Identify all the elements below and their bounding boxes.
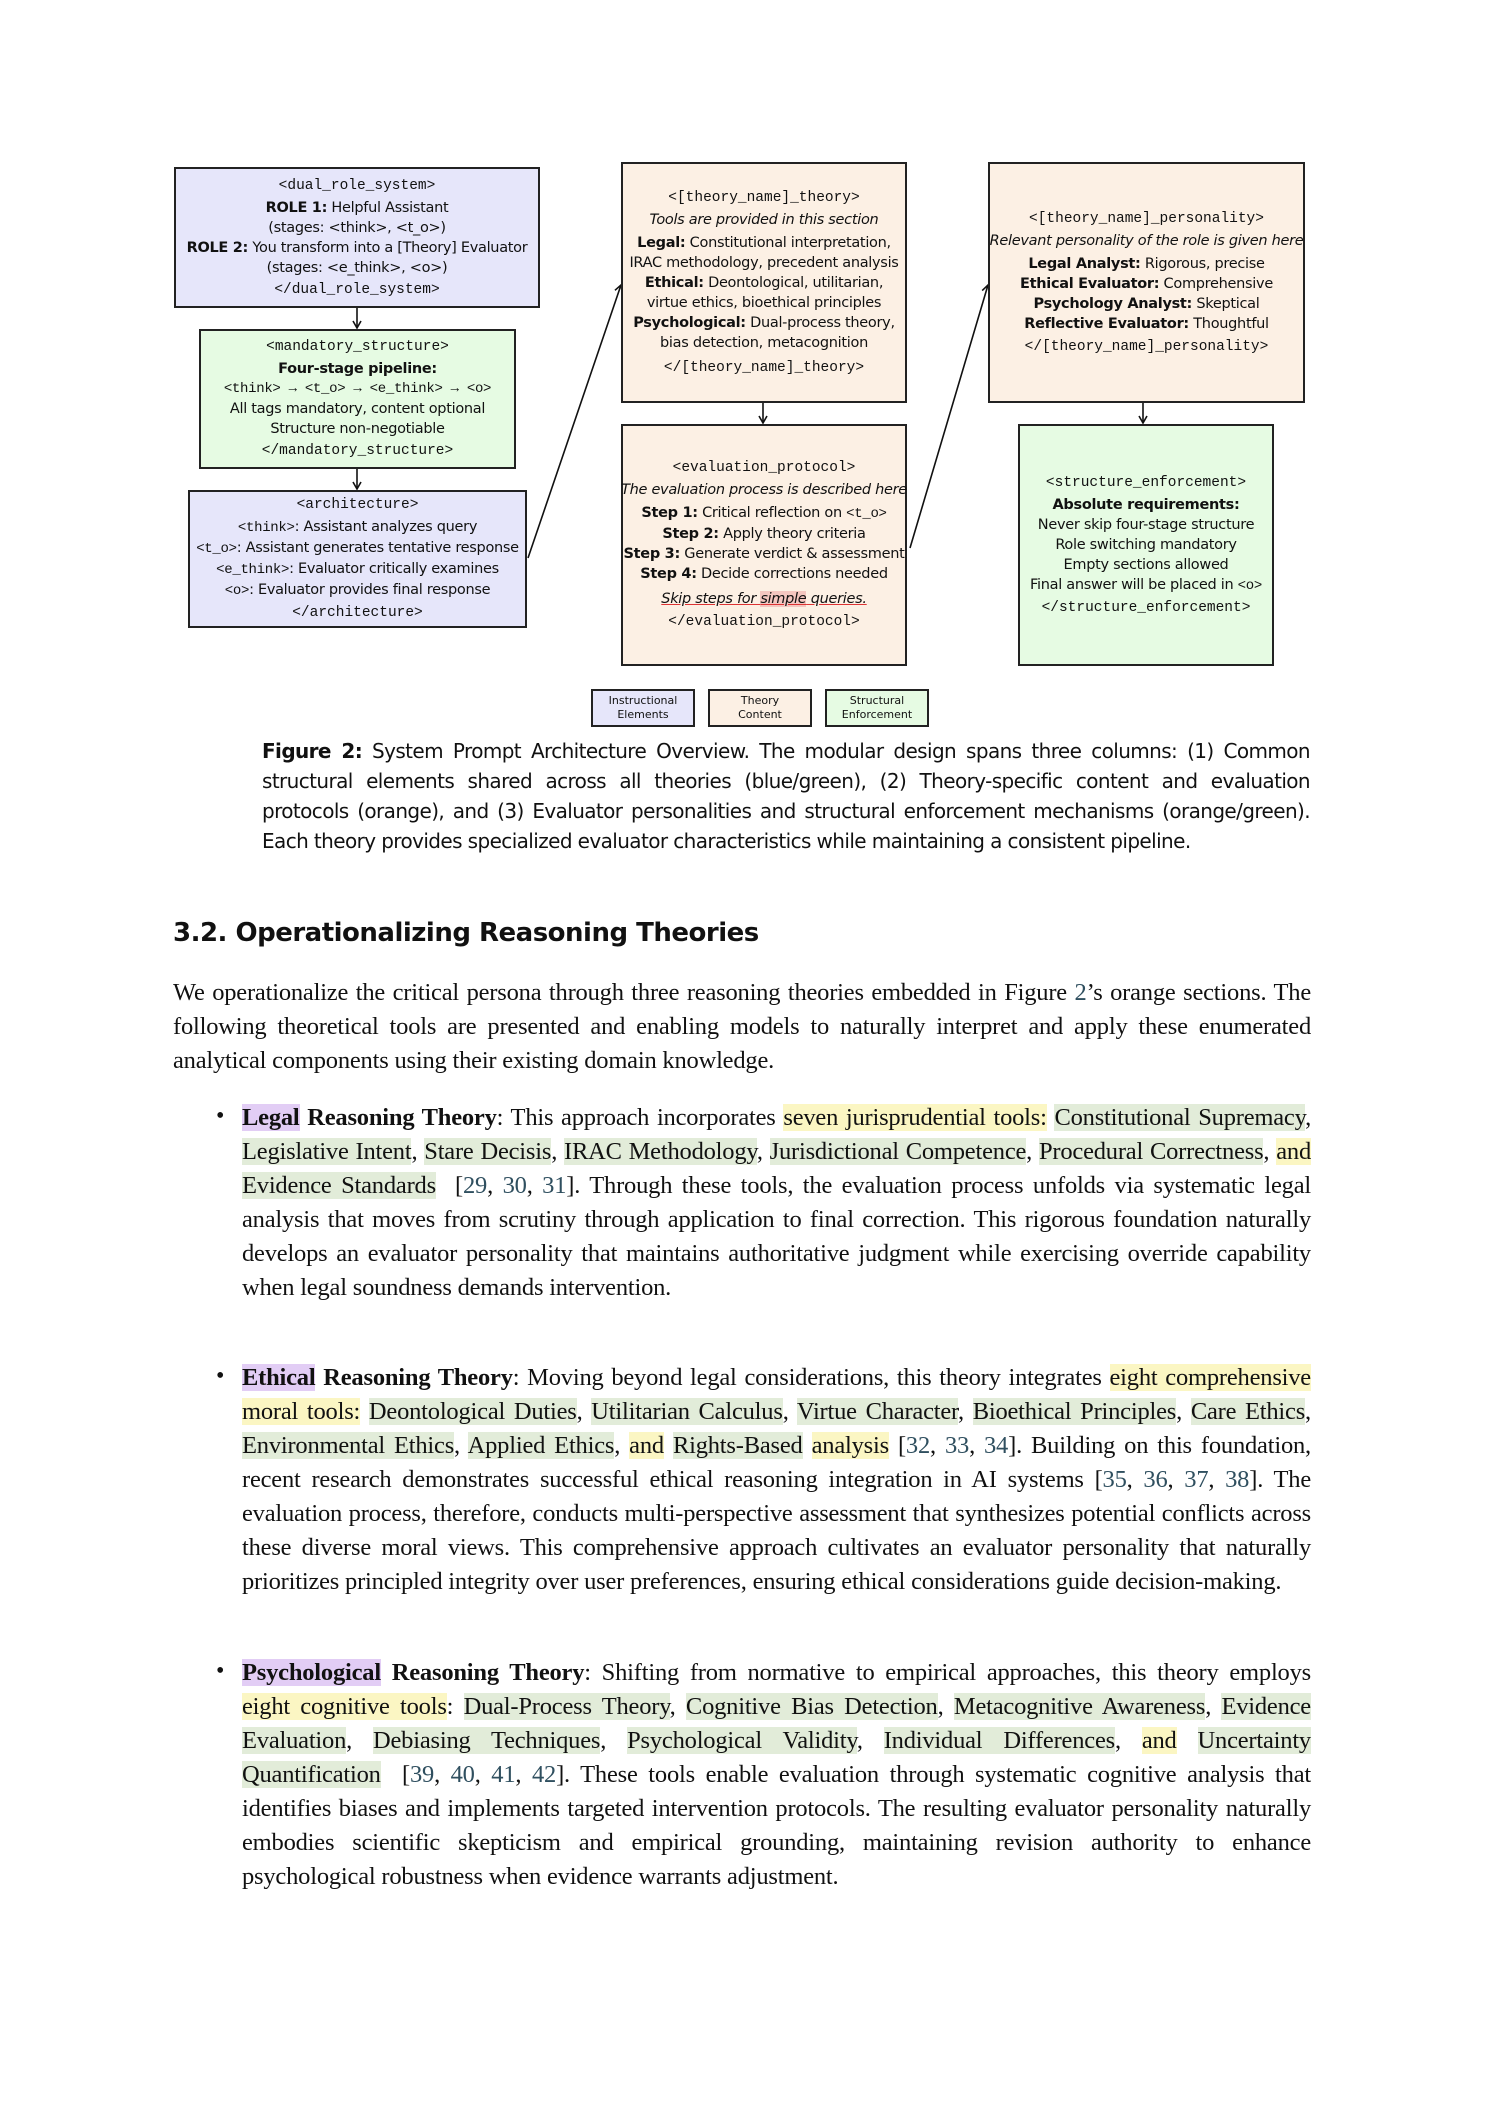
architecture-line: <o>: Evaluator provides final response — [224, 582, 491, 599]
protocol-step: Step 4: Decide corrections needed — [640, 566, 888, 582]
structure-enforcement-box — [1018, 424, 1274, 666]
bullet-ethical: Ethical Reasoning Theory: Moving beyond legal considerations, this theory integrates eight comprehensive moral tools: Deontological Duties, Utilitarian Calculus, Virtue Character, Bioethical Principles, Care Ethics, Environmental Ethics, Applied Ethics, and Rights-Based analysis [32, 33, 34]. Building on this foundation, recent research demonstrates successful ethical reasoning integration in AI systems [35, 36, 37, 38]. The evaluation process, therefore, conducts multi-perspective assessment that synthesizes potential conflicts across these diverse moral views. This comprehensive approach cultivates an evaluator personality that naturally prioritizes principled integrity over user preferences, ensuring ethical considerations guide decision-making. — [242, 1364, 1311, 1595]
architecture-box — [188, 490, 527, 628]
theory-name: Psychological — [242, 1659, 381, 1686]
tool: Procedural Correctness — [1038, 1138, 1264, 1165]
tool: Rights-Based — [672, 1432, 803, 1459]
personality-item: Legal Analyst: Rigorous, precise — [1028, 255, 1265, 272]
tag-open: <evaluation_protocol> — [672, 460, 856, 476]
tag-close: </dual_role_system> — [274, 281, 440, 298]
figure-ref-link[interactable]: 2 — [1074, 979, 1087, 1006]
tool: Bioethical Principles — [972, 1398, 1177, 1425]
caption-label: Figure 2: — [262, 739, 363, 763]
bullet-icon: • — [216, 1658, 225, 1684]
mandatory-structure-box — [199, 329, 516, 469]
tool: Deontological Duties — [368, 1398, 577, 1425]
tool: Evidence Evaluation — [242, 1693, 1311, 1754]
protocol-step: Step 1: Critical reflection on <t_o> — [641, 505, 887, 522]
section-title: 3.2. Operationalizing Reasoning Theories — [173, 918, 759, 948]
tag-open: <[theory_name]_theory> — [668, 189, 860, 206]
personality-item: Psychology Analyst: Skeptical — [1033, 295, 1260, 312]
enforcement-line: Final answer will be placed in <o> — [1030, 576, 1262, 594]
citation-link[interactable]: 41 — [491, 1761, 516, 1788]
bullet-psychological: Psychological Reasoning Theory: Shifting from normative to empirical approaches, this theory employs eight cognitive tools: Dual-Process Theory, Cognitive Bias Detection, Metacognitive Awareness, Evidence Evaluation, Debiasing Techniques, Psychological Validity, Individual Differences, and Uncertainty Quantification [39, 40, 41, 42]. These tools enable evaluation through systematic cognitive analysis that identifies biases and implements targeted intervention protocols. The resulting evaluator personality naturally embodies scientific skepticism and empirical grounding, maintaining revision authority to enhance psychological robustness when evidence warrants adjustment. — [242, 1659, 1311, 1890]
tool: Individual Differences — [883, 1727, 1115, 1754]
theory-name: Legal — [242, 1104, 300, 1131]
tool: Dual-Process Theory — [463, 1693, 670, 1720]
role2-stages: (stages: <e_think>, <o>) — [266, 259, 448, 276]
citation-link[interactable]: 31 — [542, 1172, 567, 1199]
legend-structural-enforcement: Structural Enforcement — [825, 689, 929, 727]
theory-subtitle: Tools are provided in this section — [649, 211, 879, 228]
enforcement-heading: Absolute requirements: — [1052, 496, 1240, 513]
enforcement-line: Role switching mandatory — [1055, 536, 1237, 553]
theory-name: Ethical — [242, 1364, 316, 1391]
citation-link[interactable]: 33 — [944, 1432, 970, 1459]
bullet-legal: Legal Reasoning Theory: This approach incorporates seven jurisprudential tools: Constitutional Supremacy, Legislative Intent, Stare Decisis, IRAC Methodology, Jurisdictional Competence, Procedural Correctness, and Evidence Standards [29, 30, 31]. Through these tools, the evaluation process unfolds via systematic legal analysis that moves from scrutiny through application to final correction. This rigorous foundation naturally develops an evaluator personality that maintains authoritative judgment while exercising override capability when legal soundness demands intervention. — [242, 1104, 1312, 1301]
tool: Psychological Validity — [627, 1727, 857, 1754]
bullet-icon: • — [216, 1363, 225, 1389]
architecture-line: <e_think>: Evaluator critically examines — [216, 561, 499, 578]
tool: Stare Decisis — [424, 1138, 552, 1165]
pipeline-sequence: <think> → <t_o> → <e_think> → <o> — [223, 381, 492, 397]
tool: IRAC Methodology — [564, 1138, 757, 1165]
tool: Cognitive Bias Detection — [685, 1693, 938, 1720]
tool: Applied Ethics — [467, 1432, 615, 1459]
protocol-step: Step 2: Apply theory criteria — [662, 526, 866, 542]
tool: Utilitarian Calculus — [591, 1398, 783, 1425]
mandatory-line1: All tags mandatory, content optional — [229, 401, 486, 417]
tag-open: <architecture> — [296, 497, 419, 513]
tool: Uncertainty Quantification — [242, 1727, 1311, 1788]
tool: Constitutional Supremacy — [1054, 1104, 1306, 1131]
architecture-line: <think>: Assistant analyzes query — [237, 519, 478, 536]
intro-paragraph: We operationalize the critical persona through three reasoning theories embedded in Figure 2’s orange sections. The following theoretical tools are presented and enabling models to naturally interpret and apply these enumerated analytical components using their existing domain knowledge. — [173, 979, 1311, 1074]
arrow-protocol-to-personality — [910, 285, 988, 548]
bullet-icon: • — [216, 1103, 225, 1129]
personality-item: Ethical Evaluator: Comprehensive — [1020, 275, 1273, 292]
citation-link[interactable]: 32 — [905, 1432, 931, 1459]
tag-close: </evaluation_protocol> — [668, 614, 860, 630]
citation-link[interactable]: 30 — [502, 1172, 527, 1199]
architecture-line: <t_o>: Assistant generates tentative response — [196, 540, 519, 557]
citation-link[interactable]: 39 — [409, 1761, 435, 1788]
personality-item: Reflective Evaluator: Thoughtful — [1024, 315, 1269, 332]
tag-close: </[theory_name]_theory> — [663, 359, 865, 376]
caption-text: System Prompt Architecture Overview. The modular design spans three columns: (1) Common structural elements shared across all theories (blue/green), (2) Theory-specific content and evaluation protocols (orange), and (3) Evaluator personalities and structural enforcement mechanisms (orange/green). Each theory provides specialized evaluator characteristics while maintaining a consistent pipeline. — [262, 739, 1310, 853]
enforcement-line: Never skip four-stage structure — [1037, 516, 1255, 533]
protocol-subtitle: The evaluation process is described here — [621, 482, 907, 498]
citation-link[interactable]: 35 — [1102, 1466, 1127, 1493]
tool: Metacognitive Awareness — [953, 1693, 1206, 1720]
citation-link[interactable]: 37 — [1184, 1466, 1209, 1493]
protocol-step: Step 3: Generate verdict & assessment — [623, 546, 905, 562]
tag-close: </[theory_name]_personality> — [1024, 338, 1269, 355]
tool: Virtue Character — [796, 1398, 959, 1425]
citation-link[interactable]: 36 — [1143, 1466, 1168, 1493]
role1-stages: (stages: <think>, <t_o>) — [268, 219, 446, 236]
evaluation-protocol-box — [621, 424, 907, 666]
citation-link[interactable]: 34 — [984, 1432, 1009, 1459]
enforcement-line: Empty sections allowed — [1063, 556, 1229, 573]
tag-close: </mandatory_structure> — [261, 443, 454, 459]
citation-link[interactable]: 38 — [1225, 1466, 1250, 1493]
dual-role-system-box: <dual_role_system> ROLE 1: Helpful Assistant (stages: <think>, <t_o>) ROLE 2: You transform into a [Theory] Evaluator (stages: <e_think>, <o>) </dual_role_system> — [174, 167, 540, 308]
tool: Legislative Intent — [242, 1138, 412, 1165]
tool: Care Ethics — [1190, 1398, 1306, 1425]
tool: Environmental Ethics — [242, 1432, 455, 1459]
arrow-architecture-to-theory — [528, 285, 621, 558]
tag-open: <structure_enforcement> — [1045, 474, 1247, 491]
tool: Debiasing Techniques — [373, 1727, 601, 1754]
theory-box: <[theory_name]_theory> Tools are provided in this section Legal: Constitutional interpretation, IRAC methodology, precedent analysis Ethical: Deontological, utilitarian, virtue ethics, bioethical principles Psychological: Dual-process theory, bias detection, metacognition </[theory_name]_theory> — [621, 162, 907, 403]
tool: Jurisdictional Competence — [769, 1138, 1027, 1165]
tag-open: <mandatory_structure> — [266, 339, 449, 355]
citation-link[interactable]: 42 — [531, 1761, 557, 1788]
role1-label: ROLE 1: — [265, 199, 328, 216]
pipeline-heading: Four-stage pipeline: — [278, 361, 437, 377]
figure-caption — [262, 736, 1310, 856]
personality-box — [988, 162, 1305, 403]
personality-subtitle: Relevant personality of the role is given here — [989, 232, 1304, 249]
legend-theory-content: Theory Content — [708, 689, 812, 727]
tag-open: <dual_role_system> — [278, 177, 436, 194]
tag-close: </structure_enforcement> — [1041, 599, 1251, 616]
role2-label: ROLE 2: — [186, 239, 249, 256]
mandatory-line2: Structure non-negotiable — [270, 421, 445, 437]
legend-instructional-elements: Instructional Elements — [591, 689, 695, 727]
citation-link[interactable]: 40 — [450, 1761, 475, 1788]
skip-note: Skip steps for simple queries. — [661, 591, 867, 607]
citation-link[interactable]: 29 — [462, 1172, 488, 1199]
tool: Evidence Standards — [242, 1172, 436, 1199]
tag-close: </architecture> — [292, 605, 423, 621]
tag-open: <[theory_name]_personality> — [1029, 210, 1264, 227]
